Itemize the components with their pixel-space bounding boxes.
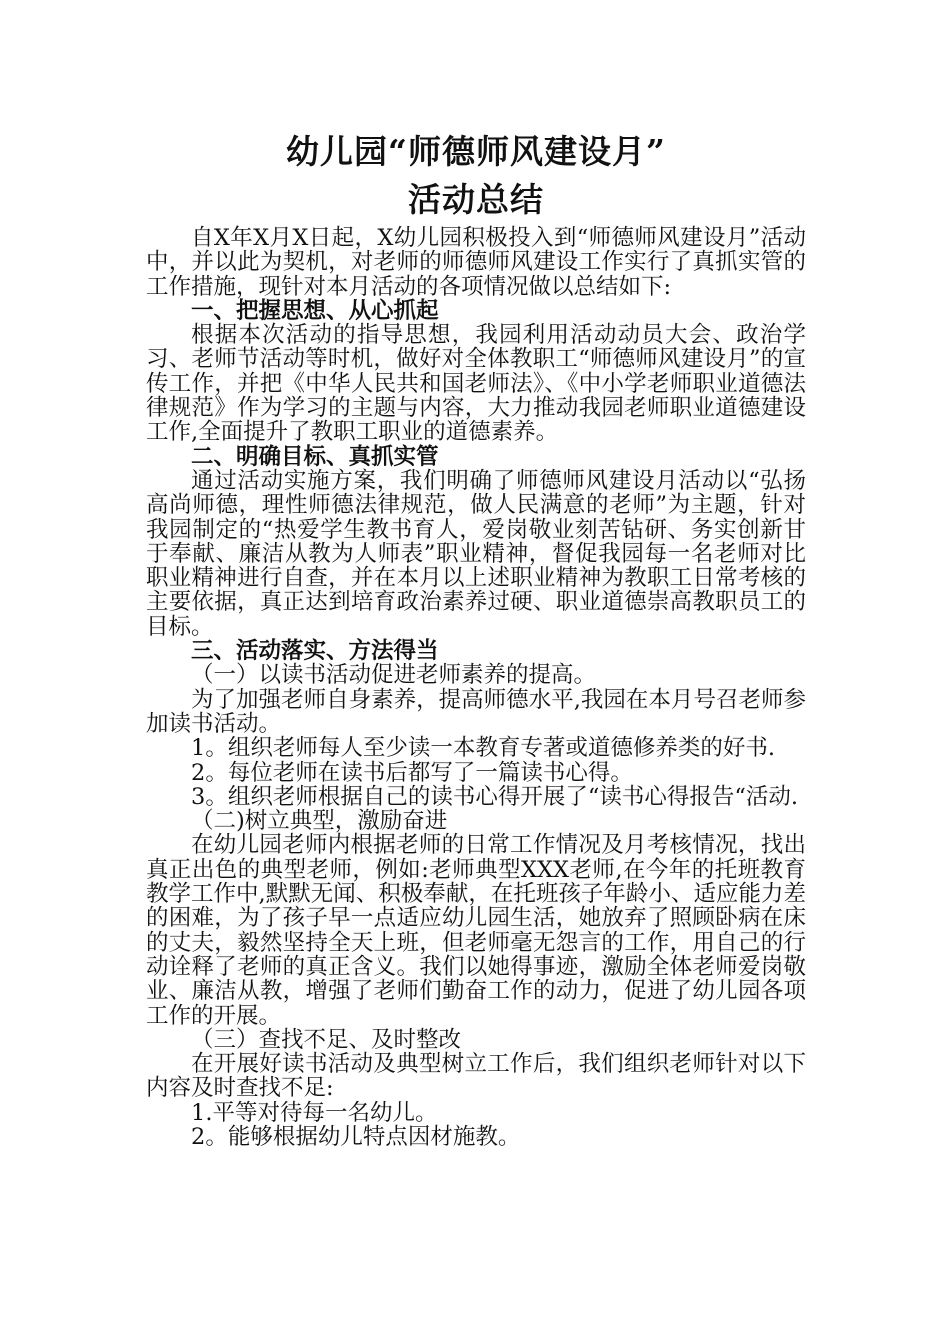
subsection-2-paragraph: 在幼儿园老师内根据老师的日常工作情况及月考核情况，找出真正出色的典型老师，例如:老师典型XXX老师,在今年的托班教育教学工作中,默默无闻、积极奉献，在托班孩子年龄小、适应能力差的困难，为了孩子早一点适应幼儿园生活，她放弃了照顾卧病在床的丈夫，毅然坚持全天上班，但老师毫无怨言的工作，用自己的行动诠释了老师的真正含义。我们以她得事迹，激励全体老师爱岗敬业、廉洁从教，增强了老师们勤奋工作的动力，促进了幼儿园各项工作的开展。 [146,832,806,1029]
list-item: 1.平等对待每一名幼儿。 [191,1099,438,1126]
section-heading-1: 一、把握思想、从心抓起 [191,297,439,324]
list-item: 3。组织老师根据自己的读书心得开展了“读书心得报告“活动. [191,783,798,810]
list-item: 2。能够根据幼儿特点因材施教。 [191,1123,521,1150]
subsection-1-paragraph: 为了加强老师自身素养，提高师德水平,我园在本月号召老师参加读书活动。 [146,686,806,737]
section-heading-3: 三、活动落实、方法得当 [191,638,439,665]
subsection-3-paragraph: 在开展好读书活动及典型树立工作后，我们组织老师针对以下内容及时查找不足: [146,1051,806,1102]
document-body [146,226,806,1149]
subsection-3-heading: （三）查找不足、及时整改 [191,1026,462,1053]
list-item: 1。组织老师每人至少读一本教育专著或道德修养类的好书. [191,735,775,762]
list-item: 2。每位老师在读书后都写了一篇读书心得。 [191,759,633,786]
subsection-2-heading: （二)树立典型，激励奋进 [191,808,448,835]
section-heading-2: 二、明确目标、真抓实管 [191,443,439,470]
document-page [146,128,806,1149]
document-title-line1: 幼儿园“师德师风建设月” [286,132,666,171]
document-title-line2: 活动总结 [408,180,544,219]
intro-paragraph: 自X年X月X日起，X幼儿园积极投入到“师德师风建设月”活动中，并以此为契机，对老师的师德师风建设工作实行了真抓实管的工作措施，现针对本月活动的各项情况做以总结如下: [146,225,806,300]
section-1-paragraph: 根据本次活动的指导思想，我园利用活动动员大会、政治学习、老师节活动等时机，做好对全体教职工“师德师风建设月”的宣传工作，并把《中华人民共和国老师法》、《中小学老师职业道德法律规范》作为学习的主题与内容，大力推动我园老师职业道德建设工作,全面提升了教职工职业的道德素养。 [146,322,806,446]
subsection-1-heading: （一）以读书活动促进老师素养的提高。 [191,662,597,689]
section-2-paragraph: 通过活动实施方案，我们明确了师德师风建设月活动以“弘扬高尚师德，理性师德法律规范，做人民满意的老师”为主题，针对我园制定的“热爱学生教书育人，爱岗敬业刻苦钻研、务实创新甘于奉献、廉洁从教为人师表”职业精神，督促我园每一名老师对比职业精神进行自查，并在本月以上述职业精神为教职工日常考核的主要依据，真正达到培育政治素养过硬、职业道德崇高教职员工的目标。 [146,467,806,640]
